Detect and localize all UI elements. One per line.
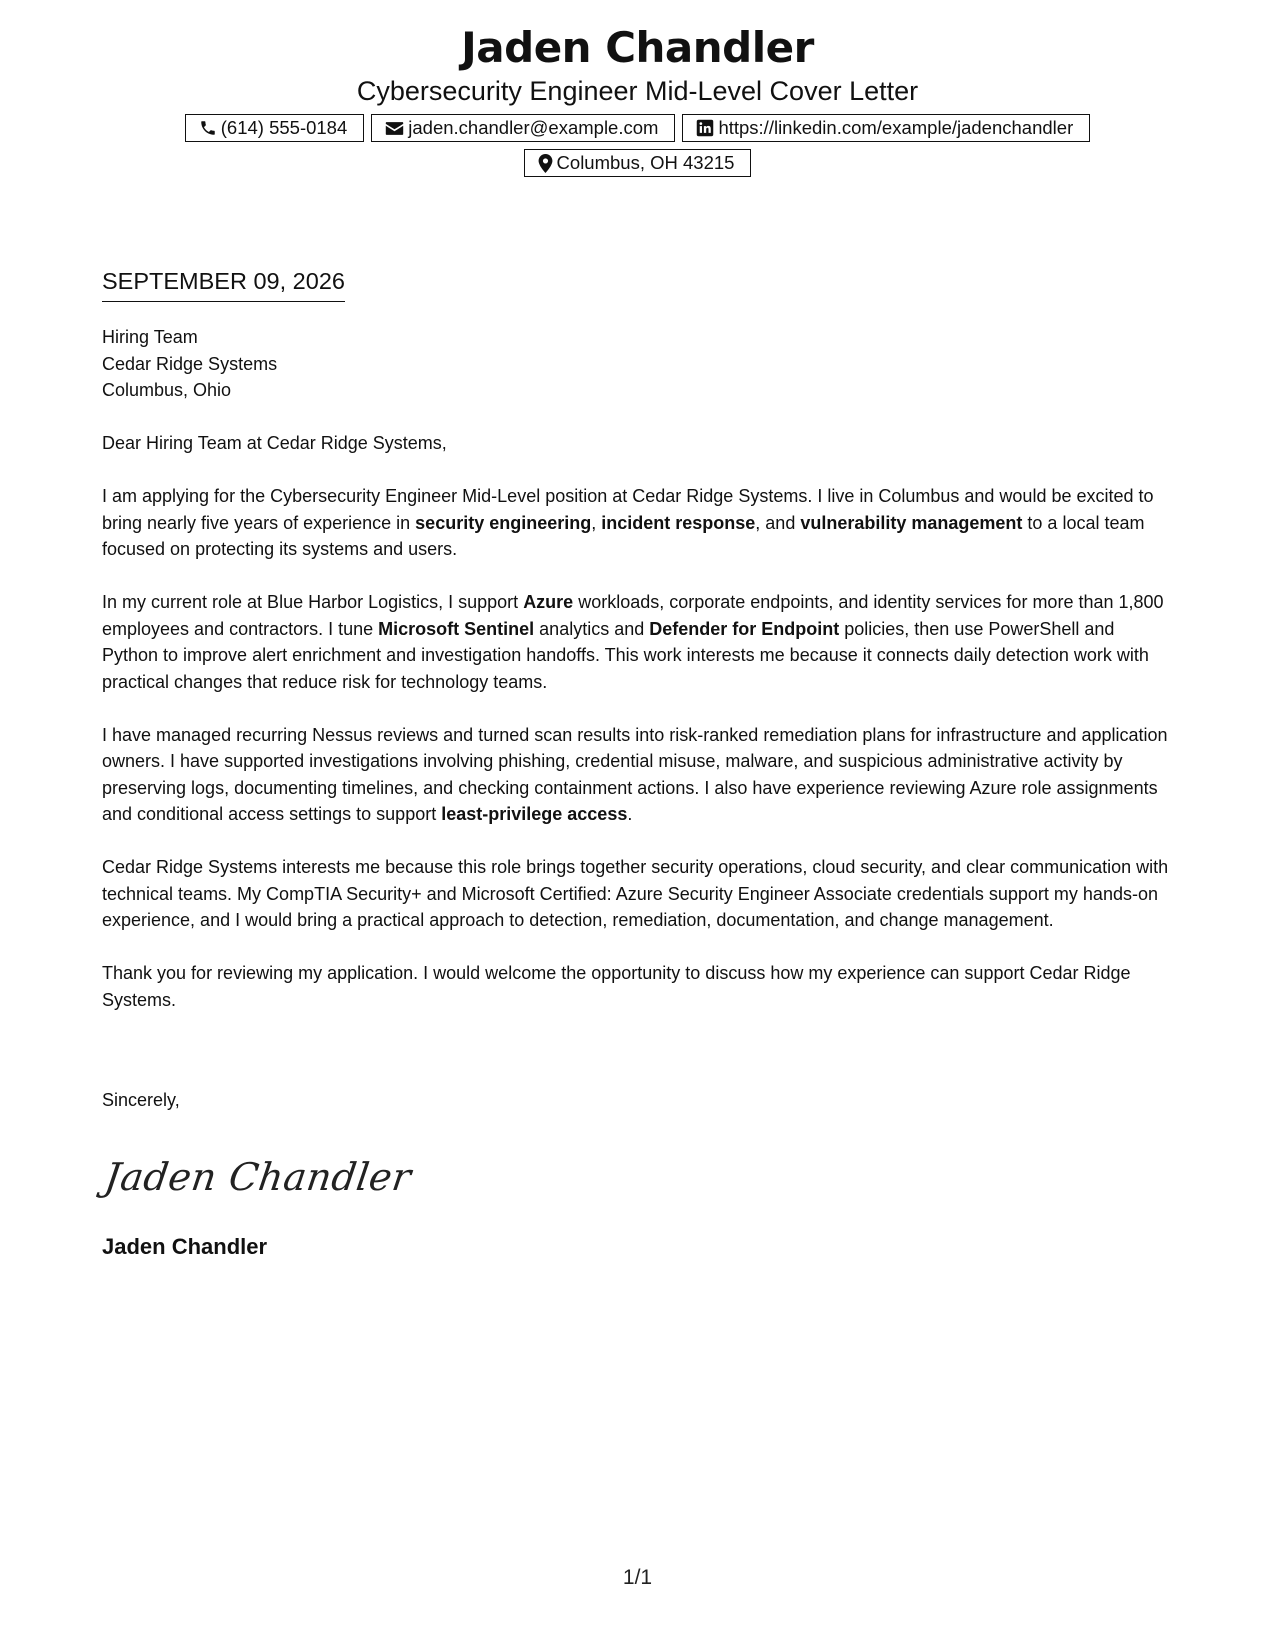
email-text: jaden.chandler@example.com bbox=[408, 117, 659, 138]
handwritten-signature bbox=[101, 1142, 414, 1217]
document-subtitle: Cybersecurity Engineer Mid-Level Cover Letter bbox=[356, 76, 919, 106]
contact-email[interactable] bbox=[371, 114, 675, 142]
phone-icon bbox=[199, 119, 217, 137]
recipient-company: Cedar Ridge Systems bbox=[102, 353, 278, 374]
signature-glyphs: Jaden Chandler bbox=[101, 1156, 414, 1200]
paragraph-4: Cedar Ridge Systems interests me because this role brings together security operations, cloud security, and clear communication with technical teams. My CompTIA Security+ and Microsoft Certified: Azure Security Engineer Associate credentials support my hands-on experience, and I would bring a practical approach to detection, remediation, documentation, and change management. bbox=[102, 857, 1169, 930]
contact-linkedin[interactable] bbox=[682, 114, 1090, 142]
contact-row-1 bbox=[0, 114, 1275, 142]
bold-skill: Azure bbox=[523, 592, 574, 612]
paragraph-1 bbox=[102, 483, 1172, 563]
linkedin-text: https://linkedin.com/example/jadenchandler bbox=[718, 117, 1074, 138]
page-number: 1/1 bbox=[622, 1566, 653, 1589]
bold-skill: vulnerability management bbox=[800, 512, 1023, 533]
closing: Sincerely, bbox=[102, 1090, 180, 1110]
text-run: . bbox=[627, 804, 633, 824]
contact-location bbox=[524, 149, 752, 177]
text-run: analytics and bbox=[534, 618, 650, 639]
salutation: Dear Hiring Team at Cedar Ridge Systems, bbox=[102, 433, 447, 453]
letter-header bbox=[0, 22, 1275, 184]
paragraph-5: Thank you for reviewing my application. I would welcome the opportunity to discuss how my experience can support Cedar Ridge Systems. bbox=[102, 963, 1131, 1010]
text-run: , bbox=[591, 512, 602, 533]
recipient-address bbox=[102, 324, 1172, 404]
location-text: Columbus, OH 43215 bbox=[556, 152, 735, 173]
text-run: In my current role at Blue Harbor Logistics, I support bbox=[102, 592, 524, 612]
text-run: workloads, corporate endpoints, and identity services for more than 1,800 employees and contractors. I tune bbox=[102, 592, 1164, 639]
signed-name: Jaden Chandler bbox=[102, 1234, 268, 1259]
text-run: I am applying for the Cybersecurity Engineer Mid-Level position at Cedar Ridge Systems. I live in Columbus and would be excited to bring nearly five years of experience in bbox=[102, 486, 1154, 533]
linkedin-icon bbox=[696, 119, 714, 137]
phone-text: (614) 555-0184 bbox=[220, 117, 348, 138]
map-pin-icon bbox=[538, 154, 553, 173]
contact-phone[interactable] bbox=[185, 114, 365, 142]
recipient-line: Hiring Team bbox=[102, 327, 198, 347]
applicant-name: Jaden Chandler bbox=[461, 23, 814, 72]
bold-skill: incident response bbox=[601, 512, 756, 533]
bold-skill: security engineering bbox=[415, 512, 592, 533]
letter-body bbox=[102, 324, 1172, 1040]
bold-skill: Microsoft Sentinel bbox=[378, 618, 535, 639]
bold-skill: least-privilege access bbox=[441, 804, 628, 824]
text-run: I have managed recurring Nessus reviews and turned scan results into risk-ranked remediation plans for infrastructure and application owners. I have supported investigations involving phishing, credential misuse, malware, and suspicious administrative activity by preserving logs, documenting timelines, and checking containment actions. I also have experience reviewing Azure role assignments and conditional access settings to support bbox=[102, 724, 1168, 824]
text-run: policies, then use PowerShell and Python to improve alert enrichment and investigation handoffs. This work interests me because it connects daily detection work with practical changes that reduce risk for technology teams. bbox=[102, 618, 1149, 692]
letter-date-block bbox=[102, 266, 345, 302]
bold-skill: Defender for Endpoint bbox=[649, 618, 840, 639]
paragraph-2 bbox=[102, 589, 1172, 695]
contact-row-2 bbox=[0, 149, 1275, 177]
recipient-location: Columbus, Ohio bbox=[102, 380, 232, 400]
paragraph-3 bbox=[102, 722, 1172, 828]
envelope-icon bbox=[385, 120, 404, 137]
text-run: , and bbox=[755, 512, 801, 533]
text-run: to a local team focused on protecting its systems and users. bbox=[102, 512, 1145, 559]
letter-date: SEPTEMBER 09, 2026 bbox=[102, 266, 345, 302]
